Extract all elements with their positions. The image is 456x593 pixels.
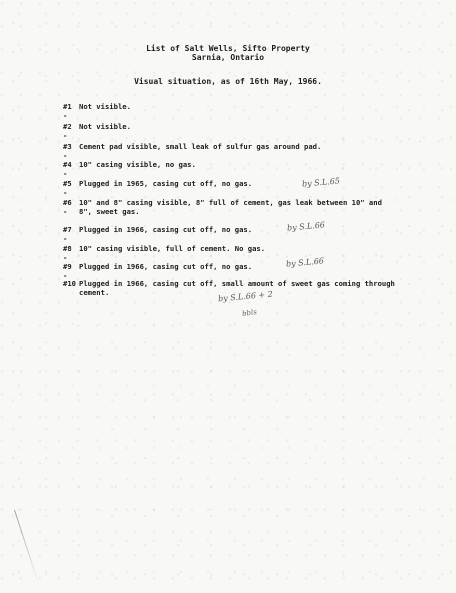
handwritten-note: by S.L.66 (286, 220, 326, 233)
document-subtitle: Visual situation, as of 16th May, 1966. (134, 77, 322, 86)
handwritten-note: by S.L.66 + 2 (217, 289, 274, 304)
item-number: #8 - (63, 244, 72, 262)
item-text: 10" casing visible, full of cement. No gas. (79, 244, 266, 253)
document-header (0, 44, 456, 62)
handwritten-note: bbls (241, 308, 258, 318)
item-number: #5 - (63, 179, 72, 197)
handwritten-note: by S.L.66 (285, 256, 325, 269)
margin-scan-line (14, 510, 40, 586)
item-text: Cement pad visible, small leak of sulfur gas around pad. (79, 142, 322, 151)
item-number: #1 - (63, 102, 72, 120)
item-number: #2 - (63, 122, 72, 140)
handwritten-note: by S.L.65 (301, 176, 341, 189)
item-text: 10" and 8" casing visible, 8" full of cement, gas leak between 10" and 8", sweet gas. (79, 198, 382, 216)
item-text: 10" casing visible, no gas. (79, 160, 196, 169)
item-text: Not visible. (79, 102, 131, 111)
item-number: #4 - (63, 160, 72, 178)
item-number: #10 (63, 279, 76, 288)
item-number: #6 - (63, 198, 72, 216)
header-location: Sarnia, Ontario (191, 53, 265, 62)
item-text: Plugged in 1965, casing cut off, no gas. (79, 179, 253, 188)
item-text: Not visible. (79, 122, 131, 131)
item-number: #7 - (63, 225, 72, 243)
item-text: Plugged in 1966, casing cut off, no gas. (79, 262, 253, 271)
item-text: Plugged in 1966, casing cut off, no gas. (79, 225, 253, 234)
item-number: #3 - (63, 142, 72, 160)
header-title: List of Salt Wells, Sifto Property (146, 44, 310, 53)
item-number: #9 - (63, 262, 72, 280)
item-text: Plugged in 1966, casing cut off, small amount of sweet gas coming through cement. (79, 279, 395, 297)
